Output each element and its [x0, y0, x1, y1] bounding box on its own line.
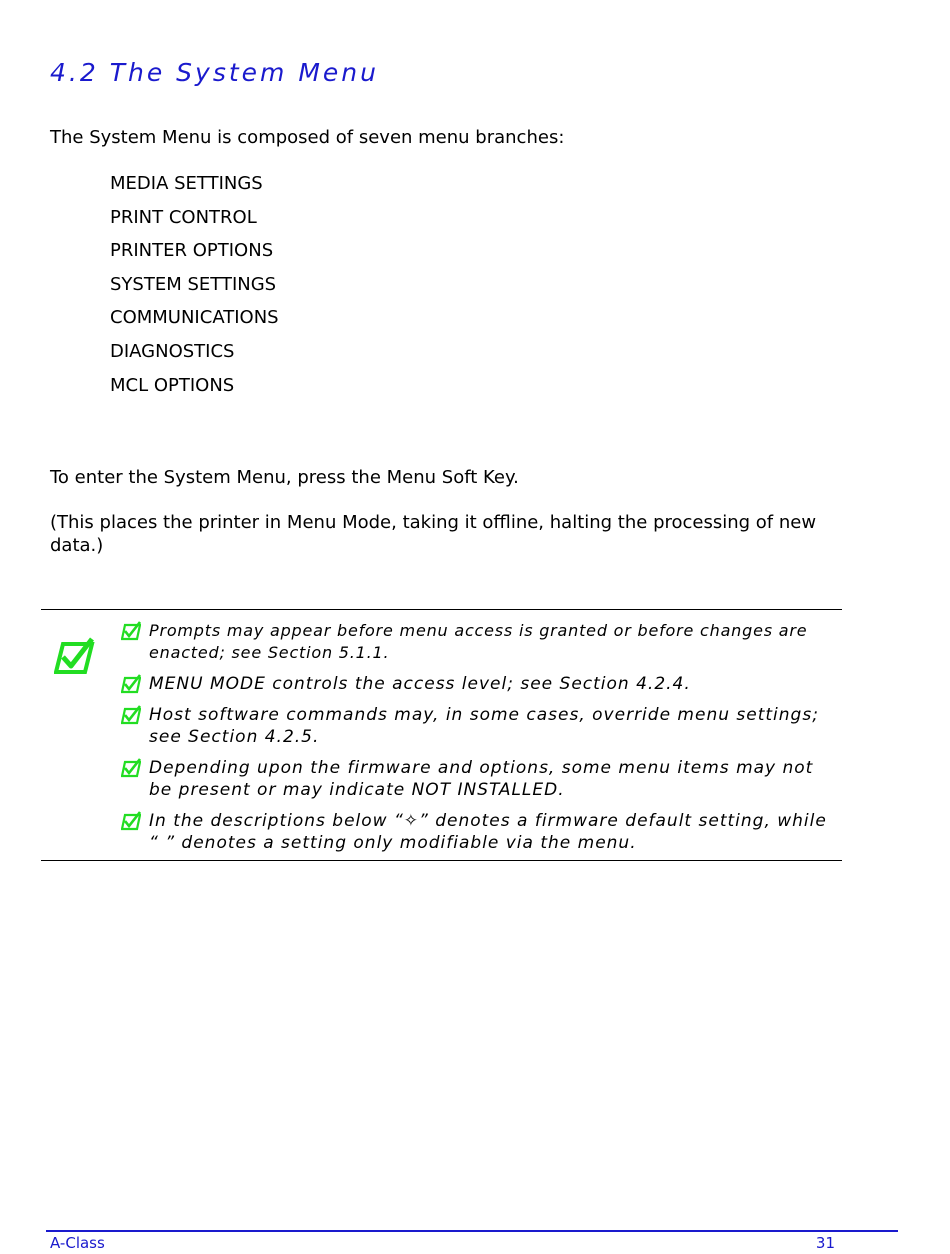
menu-branch-item: MCL OPTIONS: [110, 374, 235, 396]
note-item: [121, 620, 836, 664]
enter-menu-text: To enter the System Menu, press the Menu Soft Key.: [50, 467, 519, 488]
menu-branch-list: [110, 172, 279, 407]
green-checkbox-icon: [121, 758, 141, 778]
note-item: [121, 673, 836, 695]
notes-box: [41, 609, 842, 861]
note-text: In the descriptions below “✧” denotes a firmware default setting, while “ ” denotes a setting only modifiable via the menu.: [149, 811, 827, 853]
note-text: Depending upon the firmware and options, some menu items may not be present or may indicate NOT INSTALLED.: [149, 758, 814, 800]
note-text: Host software commands may, in some cases, override menu settings; see Section 4.2.5.: [149, 705, 819, 747]
green-checkbox-icon: [121, 705, 141, 725]
footer-page-number: 31: [815, 1234, 835, 1252]
note-item: [121, 810, 836, 854]
footer-divider: [46, 1230, 898, 1232]
green-checkbox-icon: [121, 621, 141, 641]
green-checkbox-icon: [121, 674, 141, 694]
note-item: [121, 704, 836, 748]
note-text: MENU MODE controls the access level; see Section 4.2.4.: [149, 674, 691, 694]
menu-branch-item: PRINT CONTROL: [110, 206, 257, 228]
menu-branch-item: DIAGNOSTICS: [110, 340, 235, 362]
menu-branch-item: COMMUNICATIONS: [110, 307, 279, 329]
green-checkbox-icon: [121, 811, 141, 831]
section-heading: 4.2 The System Menu: [50, 58, 379, 87]
menu-mode-note: (This places the printer in Menu Mode, taking it offline, halting the processing of new data.): [50, 512, 817, 556]
green-checkbox-icon: [54, 636, 96, 678]
notes-list: [121, 620, 836, 863]
menu-branch-item: PRINTER OPTIONS: [110, 240, 274, 262]
footer-product-name: A-Class: [50, 1234, 105, 1252]
intro-text: The System Menu is composed of seven menu branches:: [50, 127, 565, 148]
note-text: Prompts may appear before menu access is granted or before changes are enacted; see Section 5.1.1.: [149, 621, 808, 662]
menu-branch-item: SYSTEM SETTINGS: [110, 273, 277, 295]
menu-branch-item: MEDIA SETTINGS: [110, 173, 263, 194]
note-item: [121, 757, 836, 801]
